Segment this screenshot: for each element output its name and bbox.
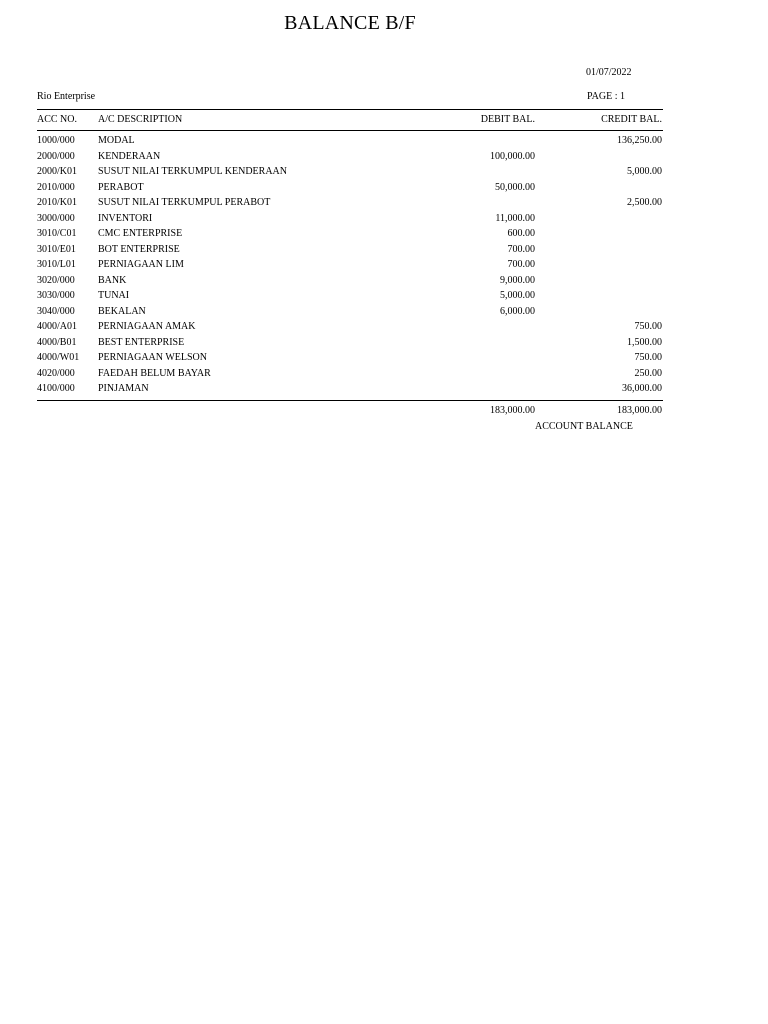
cell-acc-no: 3020/000 <box>37 274 75 286</box>
cell-description: SUSUT NILAI TERKUMPUL PERABOT <box>98 197 271 208</box>
table-row <box>0 275 768 291</box>
table-row <box>0 368 768 384</box>
cell-acc-no: 2010/K01 <box>37 197 77 208</box>
cell-acc-no: 2010/000 <box>37 181 75 193</box>
table-row <box>0 197 768 213</box>
company-name: Rio Enterprise <box>37 91 96 102</box>
table-row <box>0 352 768 368</box>
cell-acc-no: 2000/000 <box>37 150 75 162</box>
cell-acc-no: 1000/000 <box>37 135 75 146</box>
page-number: PAGE : 1 <box>587 91 625 102</box>
cell-acc-no: 3000/000 <box>37 212 75 224</box>
cell-acc-no: 4000/W01 <box>37 352 80 363</box>
cell-description: PINJAMAN <box>98 383 149 394</box>
cell-credit: 750.00 <box>634 321 662 332</box>
cell-credit: 750.00 <box>634 352 662 363</box>
cell-description: MODAL <box>98 135 135 146</box>
table-row <box>0 166 768 182</box>
table-row <box>0 151 768 167</box>
cell-description: PERABOT <box>98 181 144 193</box>
report-date: 01/07/2022 <box>586 67 632 78</box>
cell-debit: 700.00 <box>507 243 535 255</box>
table-row <box>0 290 768 306</box>
table-row <box>0 306 768 322</box>
cell-acc-no: 3010/C01 <box>37 228 77 239</box>
cell-acc-no: 4020/000 <box>37 367 75 379</box>
cell-description: PERNIAGAAN LIM <box>98 259 184 270</box>
cell-debit: 6,000.00 <box>500 305 535 317</box>
header-top-divider <box>37 109 663 110</box>
table-row <box>0 337 768 353</box>
cell-credit: 2,500.00 <box>627 197 662 208</box>
cell-debit: 5,000.00 <box>500 290 535 301</box>
table-row <box>0 182 768 198</box>
cell-credit: 1,500.00 <box>627 336 662 348</box>
column-header-credit: CREDIT BAL. <box>601 114 662 125</box>
cell-description: KENDERAAN <box>98 150 161 162</box>
table-row <box>0 321 768 337</box>
header-bottom-divider <box>37 130 663 131</box>
column-header-debit: DEBIT BAL. <box>480 114 535 125</box>
table-row <box>0 259 768 275</box>
account-table-body <box>0 135 768 399</box>
cell-acc-no: 3010/E01 <box>37 243 76 255</box>
cell-description: PERNIAGAAN AMAK <box>98 321 196 332</box>
table-row <box>0 213 768 229</box>
table-row <box>0 383 768 399</box>
report-title: BALANCE B/F <box>284 12 416 34</box>
cell-acc-no: 3030/000 <box>37 290 75 301</box>
cell-acc-no: 4100/000 <box>37 383 75 394</box>
column-header-acc-no: ACC NO. <box>37 114 78 125</box>
cell-debit: 600.00 <box>507 228 535 239</box>
cell-description: FAEDAH BELUM BAYAR <box>98 367 211 379</box>
cell-debit: 9,000.00 <box>500 274 535 286</box>
table-row <box>0 228 768 244</box>
cell-debit: 100,000.00 <box>490 150 535 162</box>
cell-description: BANK <box>98 274 127 286</box>
cell-debit: 700.00 <box>507 259 535 270</box>
cell-description: BOT ENTERPRISE <box>98 243 180 255</box>
table-row <box>0 135 768 151</box>
cell-description: INVENTORI <box>98 212 153 224</box>
cell-acc-no: 4000/A01 <box>37 321 77 332</box>
cell-description: TUNAI <box>98 290 130 301</box>
cell-description: SUSUT NILAI TERKUMPUL KENDERAAN <box>98 166 287 177</box>
cell-acc-no: 4000/B01 <box>37 336 77 348</box>
cell-acc-no: 3040/000 <box>37 305 75 317</box>
cell-acc-no: 2000/K01 <box>37 166 77 177</box>
cell-credit: 5,000.00 <box>627 166 662 177</box>
cell-description: BEST ENTERPRISE <box>98 336 185 348</box>
cell-description: BEKALAN <box>98 305 146 317</box>
cell-debit: 11,000.00 <box>495 212 535 224</box>
cell-debit: 50,000.00 <box>495 181 535 193</box>
cell-credit: 36,000.00 <box>622 383 662 394</box>
totals-divider <box>37 400 663 401</box>
cell-credit: 250.00 <box>634 367 662 379</box>
cell-credit: 136,250.00 <box>617 135 662 146</box>
total-credit: 183,000.00 <box>617 405 662 416</box>
cell-acc-no: 3010/L01 <box>37 259 76 270</box>
cell-description: PERNIAGAAN WELSON <box>98 352 207 363</box>
cell-description: CMC ENTERPRISE <box>98 228 183 239</box>
total-debit: 183,000.00 <box>490 405 535 416</box>
column-header-description: A/C DESCRIPTION <box>98 114 183 125</box>
table-row <box>0 244 768 260</box>
account-balance-label: ACCOUNT BALANCE <box>535 421 633 432</box>
